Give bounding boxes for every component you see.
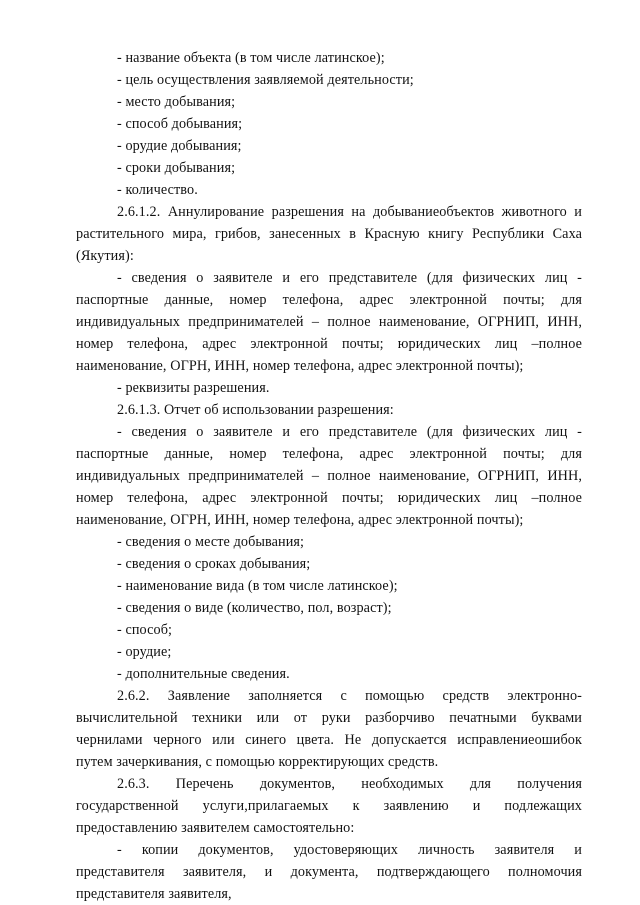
list-item: - дополнительные сведения.: [117, 666, 290, 682]
list-item: - место добывания;: [117, 94, 236, 110]
paragraph-line: наименование, ОГРН, ИНН, номер телефона, адрес электронной почты);: [76, 512, 524, 528]
list-item: - реквизиты разрешения.: [117, 380, 270, 396]
list-item: - сроки добывания;: [117, 160, 236, 176]
paragraph-line: путем зачеркивания, с помощью корректирующих средств.: [76, 754, 439, 770]
paragraph-line: наименование, ОГРН, ИНН, номер телефона, адрес электронной почты);: [76, 358, 524, 374]
list-item: - орудие;: [117, 644, 172, 660]
list-item: - цель осуществления заявляемой деятельности;: [117, 72, 414, 88]
list-item: - название объекта (в том числе латинское);: [117, 50, 385, 66]
paragraph-line: 2.6.1.2. Аннулирование разрешения на добываниеобъектов животного и: [117, 204, 582, 220]
list-item: - способ;: [117, 622, 173, 638]
paragraph-line: индивидуальных предпринимателей – полное наименование, ОГРНИП, ИНН,: [76, 314, 582, 330]
paragraph-line: государственной услуги,прилагаемых к заявлению и подлежащих: [76, 798, 582, 814]
list-item: - наименование вида (в том числе латинское);: [117, 578, 398, 594]
paragraph-line: номер телефона, адрес электронной почты; юридических лиц –полное: [76, 490, 582, 506]
paragraph-line: 2.6.2. Заявление заполняется с помощью средств электронно-: [117, 688, 582, 704]
paragraph-line: растительного мира, грибов, занесенных в Красную книгу Республики Саха: [76, 226, 582, 242]
paragraph-line: - копии документов, удостоверяющих личность заявителя и: [117, 842, 582, 858]
paragraph-line: - сведения о заявителе и его представителе (для физических лиц -: [117, 424, 582, 440]
paragraph-line: 2.6.3. Перечень документов, необходимых для получения: [117, 776, 582, 792]
paragraph-line: индивидуальных предпринимателей – полное наименование, ОГРНИП, ИНН,: [76, 468, 582, 484]
paragraph-line: паспортные данные, номер телефона, адрес электронной почты; для: [76, 446, 582, 462]
list-item: - сведения о виде (количество, пол, возраст);: [117, 600, 392, 616]
list-item: - сведения о месте добывания;: [117, 534, 305, 550]
list-item: - сведения о сроках добывания;: [117, 556, 311, 572]
paragraph-line: 2.6.1.3. Отчет об использовании разрешения:: [117, 402, 394, 418]
paragraph-line: паспортные данные, номер телефона, адрес электронной почты; для: [76, 292, 582, 308]
paragraph-line: предоставлению заявителем самостоятельно:: [76, 820, 355, 836]
paragraph-line: чернилами черного или синего цвета. Не допускается исправлениеошибок: [76, 732, 582, 748]
paragraph-line: (Якутия):: [76, 248, 134, 264]
list-item: - способ добывания;: [117, 116, 243, 132]
paragraph-line: представителя заявителя,: [76, 886, 232, 902]
list-item: - орудие добывания;: [117, 138, 242, 154]
list-item: - количество.: [117, 182, 198, 198]
paragraph-line: - сведения о заявителе и его представителе (для физических лиц -: [117, 270, 582, 286]
paragraph-line: номер телефона, адрес электронной почты; юридических лиц –полное: [76, 336, 582, 352]
paragraph-line: представителя заявителя, и документа, подтверждающего полномочия: [76, 864, 582, 880]
paragraph-line: вычислительной техники или от руки разборчиво печатными буквами: [76, 710, 582, 726]
